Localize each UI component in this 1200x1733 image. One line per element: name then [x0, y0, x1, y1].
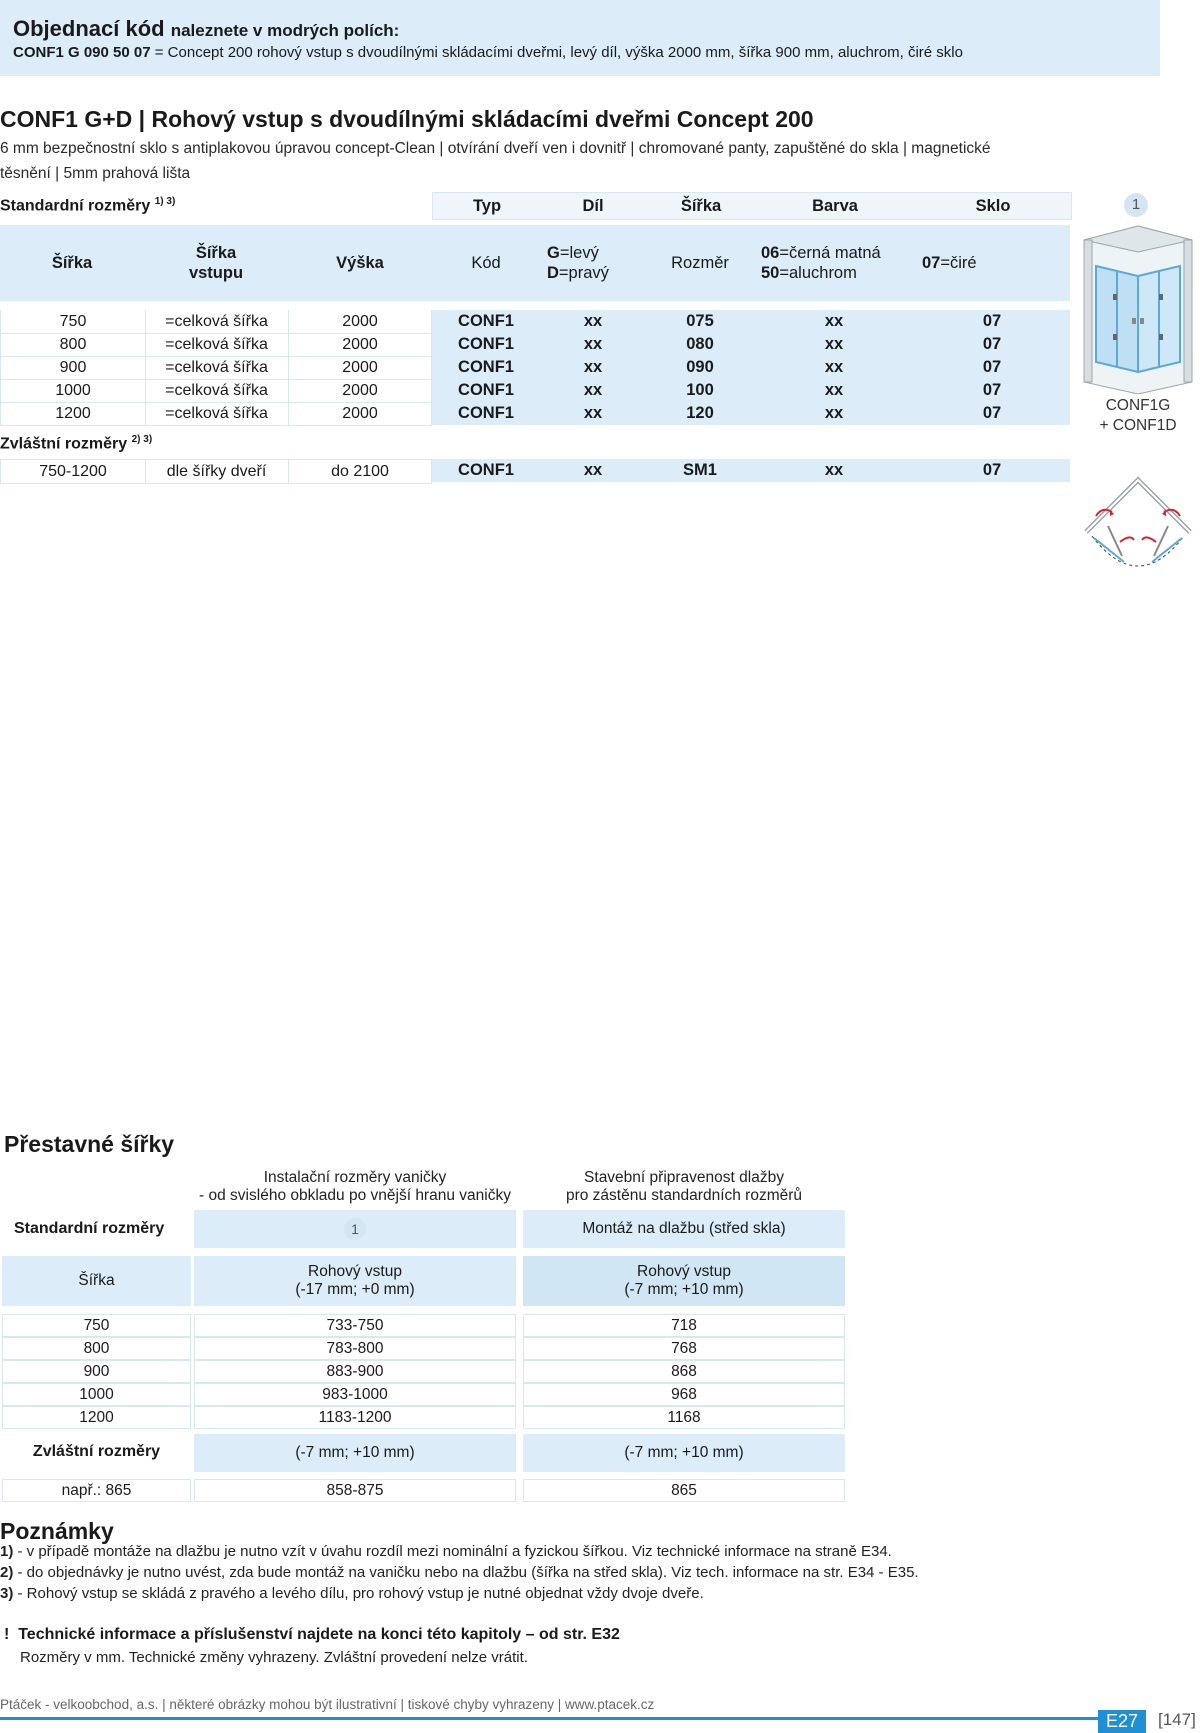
- pw-row-width: 800: [2, 1337, 191, 1360]
- page-section-code: E27: [1098, 1710, 1146, 1733]
- col-rozmer: Rozměr: [671, 254, 729, 272]
- pw-special-label: Zvláštní rozměry: [32, 1443, 161, 1460]
- pw-example-col2: 865: [523, 1479, 845, 1502]
- main-header-row: [0, 225, 1070, 301]
- page-number: [147]: [1158, 1710, 1196, 1729]
- note-2: 2) - do objednávky je nutno uvést, zda bude montáž na vaničku nebo na dlažbu (šířka na střed skla). Viz tech. informace na str. E34 - E35.: [0, 1564, 919, 1581]
- notes-title: Poznámky: [0, 1518, 114, 1544]
- pw-standard-label: Standardní rozměry: [14, 1220, 165, 1237]
- pw-row-width: 1000: [2, 1383, 191, 1406]
- pw-row-col2: 718: [523, 1314, 845, 1337]
- table-row: 800 =celková šířka 2000 CONF1 xx 080 xx 07: [0, 333, 1070, 356]
- pw-col1-heading: Instalační rozměry vaničky - od svislého obkladu po vnější hranu vaničky: [199, 1169, 511, 1204]
- adjustable-widths-title: Přestavné šířky: [4, 1131, 175, 1157]
- order-code-example: CONF1 G 090 50 07 = Concept 200 rohový vstup s dvoudílnými skládacími dveřmi, levý díl, výška 2000 mm, šířka 900 mm, aluchrom, čiré sklo: [13, 44, 963, 61]
- pw-col2-heading: Stavební připravenost dlažby pro zástěnu standardních rozměrů: [565, 1169, 803, 1204]
- pw-row-col1: 1183-1200: [194, 1406, 516, 1429]
- shower-corner-illustration: [1080, 222, 1196, 394]
- footer-text: Ptáček - velkoobchod, a.s. | některé obrázky mohou být ilustrativní | tiskové chyby vyhrazeny | www.ptacek.cz: [0, 1697, 655, 1712]
- pw-subhead-col2: Rohový vstup (-7 mm; +10 mm): [523, 1256, 845, 1306]
- image-number-badge: 1: [1124, 193, 1148, 217]
- pw-row-col1: 783-800: [194, 1337, 516, 1360]
- header-sklo: Sklo: [975, 197, 1011, 215]
- pw-row-col2: 1168: [523, 1406, 845, 1429]
- warning-icon: !: [4, 1626, 10, 1643]
- pw-standard-col2: Montáž na dlažbu (střed skla): [523, 1210, 845, 1248]
- product-description: 6 mm bezpečnostní sklo s antiplakovou úpravou concept-Clean | otvírání dveří ven i dovnitř | chromované panty, zapuštěné do skla | magnetické těsnění | 5mm prahová lišta: [0, 140, 991, 182]
- technical-info-notice: ! Technické informace a příslušenství najdete na konci této kapitoly – od str. E32: [4, 1626, 620, 1643]
- table-row: 1200 =celková šířka 2000 CONF1 xx 120 xx 07: [0, 402, 1070, 425]
- pw-example-width: např.: 865: [2, 1479, 191, 1502]
- footer-line: [0, 1717, 1098, 1720]
- note-1: 1) - v případě montáže na dlažbu je nutno vzít v úvahu rozdíl mezi nominální a fyzickou šířkou. Viz technické informace na straně E34.: [0, 1543, 892, 1560]
- pw-example-col1: 858-875: [194, 1479, 516, 1502]
- header-barva: Barva: [812, 197, 858, 215]
- header-typ: Typ: [472, 197, 502, 215]
- note-3: 3) - Rohový vstup se skládá z pravého a levého dílu, pro rohový vstup je nutné objednat vždy dvoje dveře.: [0, 1585, 704, 1602]
- code-header-row: [432, 192, 1072, 220]
- table-row: 900 =celková šířka 2000 CONF1 xx 090 xx 07: [0, 356, 1070, 379]
- pw-subhead-col1: Rohový vstup (-17 mm; +0 mm): [194, 1256, 516, 1306]
- pw-row-col2: 968: [523, 1383, 845, 1406]
- pw-row-width: 900: [2, 1360, 191, 1383]
- pw-special-col1: (-7 mm; +10 mm): [194, 1434, 516, 1472]
- col-sirka-vstupu: Šířka vstupu: [188, 244, 244, 282]
- pw-row-width: 1200: [2, 1406, 191, 1429]
- standard-sizes-label: Standardní rozměry $^{1) 3)}$: [0, 196, 176, 215]
- pw-row-width: 750: [2, 1314, 191, 1337]
- col-vyska: Výška: [336, 254, 384, 272]
- col-sirka: Šířka: [51, 254, 93, 272]
- col-barva-legend: 06=černá matná 50=aluchrom: [761, 244, 881, 282]
- table-row: 1000 =celková šířka 2000 CONF1 xx 100 xx 07: [0, 379, 1070, 402]
- pw-sirka-header: Šířka: [2, 1256, 191, 1306]
- pw-row-col2: 868: [523, 1360, 845, 1383]
- order-code-title: Objednací kód naleznete v modrých polích:: [13, 16, 400, 41]
- col-sklo-legend: 07=čiré: [922, 254, 977, 272]
- header-dil: Díl: [582, 197, 604, 215]
- pw-row-col1: 983-1000: [194, 1383, 516, 1406]
- door-swing-diagram: [1080, 476, 1196, 586]
- special-table-row: 750-1200 dle šířky dveří do 2100 CONF1 xx SM1 xx 07: [0, 459, 1070, 482]
- table-row: 750 =celková šířka 2000 CONF1 xx 075 xx 07: [0, 310, 1070, 333]
- pw-standard-col1: 1: [194, 1210, 516, 1248]
- pw-special-col2: (-7 mm; +10 mm): [523, 1434, 845, 1472]
- col-dil-legend: G=levý D=pravý: [547, 244, 609, 282]
- header-sirka: Šířka: [680, 197, 722, 215]
- pw-row-col1: 883-900: [194, 1360, 516, 1383]
- col-kod: Kód: [471, 254, 501, 272]
- pw-row-col2: 768: [523, 1337, 845, 1360]
- special-sizes-label: Zvláštní rozměry $^{2) 3)}$: [0, 434, 153, 453]
- dimensions-disclaimer: Rozměry v mm. Technické změny vyhrazeny. Zvláštní provedení nelze vrátit.: [20, 1649, 528, 1666]
- product-title: CONF1 G+D | Rohový vstup s dvoudílnými skládacími dveřmi Concept 200: [0, 106, 814, 132]
- pw-row-col1: 733-750: [194, 1314, 516, 1337]
- illustration-caption: CONF1G + CONF1D: [1099, 397, 1177, 434]
